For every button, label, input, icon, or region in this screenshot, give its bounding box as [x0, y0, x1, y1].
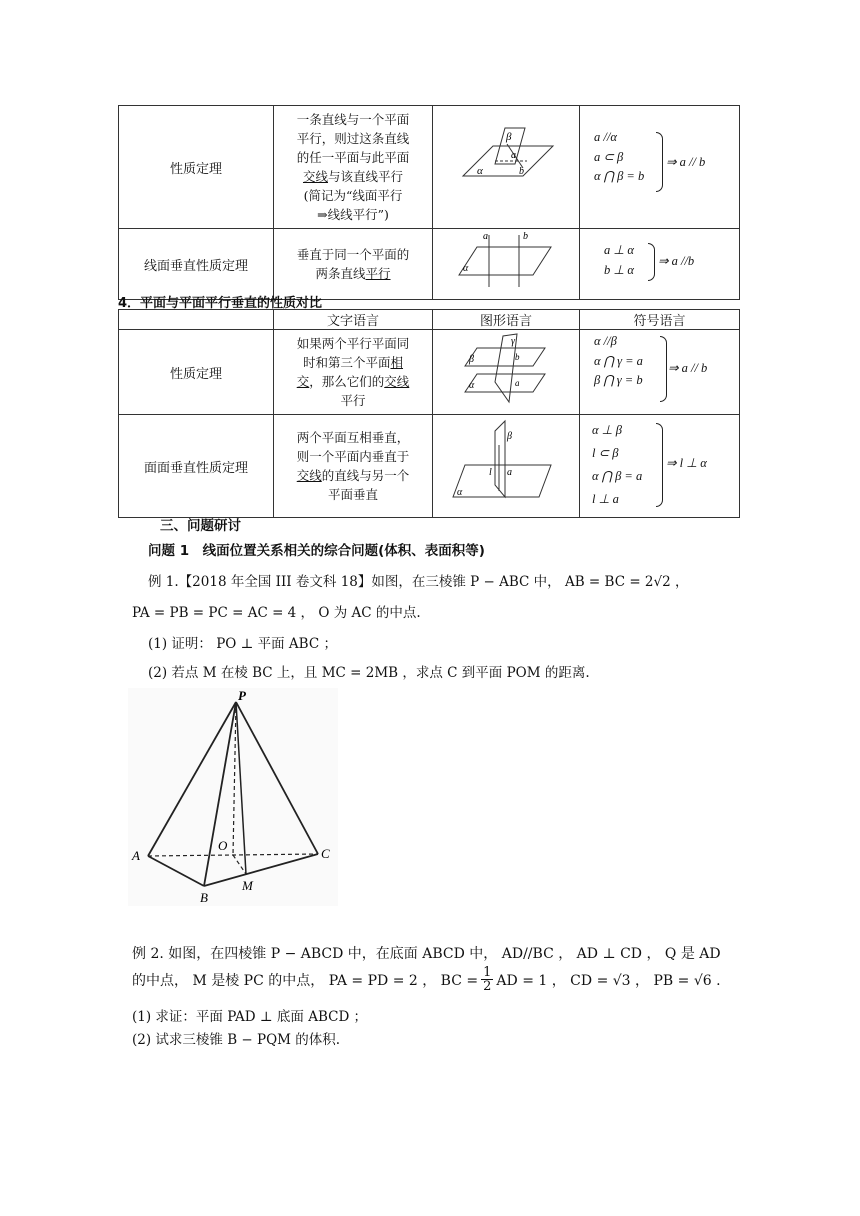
theorem-text: 一条直线与一个平面 平行，则过这条直线 的任一平面与此平面 交线与该直线平行 (简记为“线面平行 ⇒线线平行”)	[274, 106, 433, 229]
vertex-label-C: C	[321, 846, 330, 861]
svg-text:γ: γ	[511, 336, 515, 347]
problem-1-title: 问题 1 线面位置关系相关的综合问题(体积、表面积等)	[148, 543, 485, 559]
svg-text:b: b	[523, 231, 528, 242]
svg-text:l: l	[489, 467, 492, 478]
line-plane-parallel-figure	[433, 106, 579, 224]
svg-text:b: b	[519, 166, 524, 177]
theorem-symbols: α ⊥ β l ⊂ β α ⋂ β = a l ⊥ a ⇒ l ⊥ α	[580, 415, 740, 518]
example-2-question-1: (1) 求证：平面 PAD ⊥ 底面 ABCD ；	[132, 1009, 368, 1025]
theorem-name: 面面垂直性质定理	[119, 415, 274, 518]
parallel-planes-figure	[433, 330, 579, 410]
svg-text:α: α	[469, 380, 475, 391]
table-row	[119, 330, 740, 415]
theorem-symbols: α //β α ⋂ γ = a β ⋂ γ = b ⇒ a // b	[580, 330, 740, 415]
table-header-row	[119, 310, 740, 330]
theorem-table-1	[118, 105, 740, 300]
fraction-one-half: $\frac{1}{2}$	[483, 965, 492, 994]
svg-text:a: a	[515, 378, 520, 388]
example-2-line-2: 的中点， M 是棱 PC 的中点， PA = PD = 2 ， BC = $\frac{1}{2}$ AD = 1 ， CD = √3 ， PB = √6 .	[132, 965, 721, 994]
svg-text:β: β	[469, 354, 474, 365]
perpendicular-planes-figure	[433, 415, 579, 513]
example-1-question-2: (2) 若点 M 在棱 BC 上，且 MC = 2MB ，求点 C 到平面 POM 的距离.	[148, 665, 590, 681]
svg-text:β: β	[506, 131, 512, 143]
theorem-figure	[433, 229, 580, 300]
theorem-name: 线面垂直性质定理	[119, 229, 274, 300]
svg-text:b: b	[515, 352, 520, 362]
vertex-label-M: M	[242, 878, 253, 893]
theorem-table-2	[118, 309, 740, 518]
column-header: 图形语言	[433, 310, 580, 330]
table-row	[119, 106, 740, 229]
example-2-line-1: 例 2. 如图，在四棱锥 P − ABCD 中，在底面 ABCD 中， AD//BC ， AD ⊥ CD ， Q 是 AD	[132, 946, 721, 962]
theorem-text: 两个平面互相垂直， 则一个平面内垂直于 交线的直线与另一个 平面垂直	[274, 415, 433, 518]
theorem-name: 性质定理	[119, 330, 274, 415]
theorem-figure	[433, 106, 580, 229]
svg-text:α: α	[463, 263, 469, 274]
theorem-figure	[433, 415, 580, 518]
theorem-text: 垂直于同一个平面的 两条直线平行	[274, 229, 433, 300]
theorem-figure	[433, 330, 580, 415]
vertex-label-A: A	[132, 848, 140, 863]
svg-text:α: α	[457, 487, 463, 498]
triangular-pyramid-figure	[128, 688, 338, 906]
svg-text:a: a	[511, 150, 516, 161]
column-header: 符号语言	[580, 310, 740, 330]
example-1-line-2: PA = PB = PC = AC = 4 ， O 为 AC 的中点.	[132, 605, 421, 621]
example-1-question-1: (1) 证明： PO ⊥ 平面 ABC ；	[148, 636, 337, 652]
header-blank	[119, 310, 274, 330]
theorem-text: 如果两个平行平面同 时和第三个平面相 交，那么它们的交线 平行	[274, 330, 433, 415]
column-header: 文字语言	[274, 310, 433, 330]
vertex-label-P: P	[238, 688, 246, 703]
section-heading-4: 4．平面与平面平行垂直的性质对比	[118, 296, 323, 311]
svg-text:β: β	[507, 431, 512, 442]
table-row	[119, 415, 740, 518]
table-row	[119, 229, 740, 300]
example-1-line-1: 例 1.【2018 年全国 III 卷文科 18】如图，在三棱锥 P − ABC 中， AB = BC = 2√2 ，	[148, 574, 689, 590]
theorem-symbols: a ⊥ α b ⊥ α ⇒ a //b	[580, 229, 740, 300]
theorem-name: 性质定理	[119, 106, 274, 229]
vertex-label-O: O	[218, 838, 228, 853]
svg-text:α: α	[477, 165, 483, 177]
theorem-symbols: a //α a ⊂ β α ⋂ β = b ⇒ a // b	[580, 106, 740, 229]
vertex-label-B: B	[200, 890, 208, 905]
example-2-question-2: (2) 试求三棱锥 B − PQM 的体积.	[132, 1032, 341, 1048]
svg-text:a: a	[483, 231, 488, 242]
section-heading-3: 三、问题研讨	[160, 518, 241, 534]
line-perpendicular-figure	[433, 229, 579, 295]
svg-text:a: a	[507, 467, 512, 478]
